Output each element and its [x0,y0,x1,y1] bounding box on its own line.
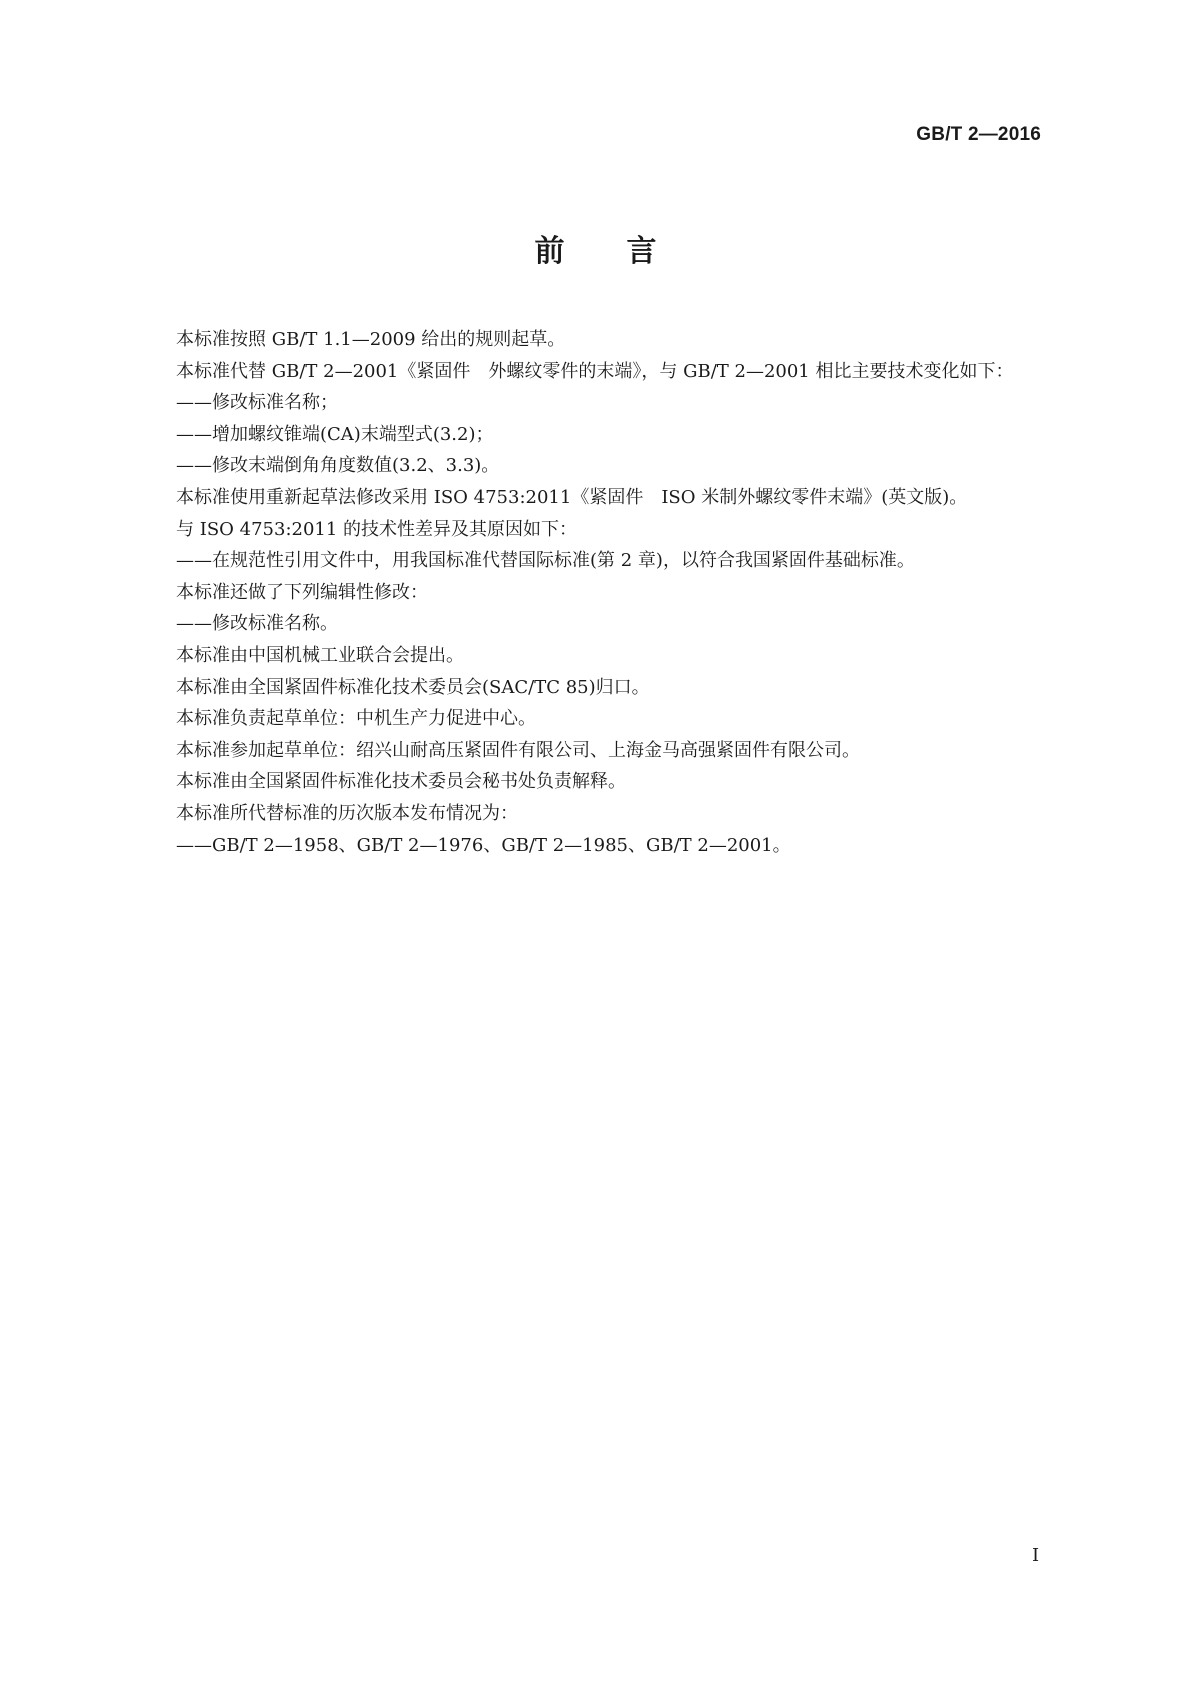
paragraph-adoption: 本标准使用重新起草法修改采用 ISO 4753:2011《紧固件 ISO 米制外螺纹零件末端》(英文版)。 [176,486,968,508]
paragraph-interpretation: 本标准由全国紧固件标准化技术委员会秘书处负责解释。 [176,771,626,793]
list-item-change: ——修改末端倒角角度数值(3.2、3.3)。 [176,455,500,477]
paragraph-main-drafter: 本标准负责起草单位：中机生产力促进中心。 [176,708,536,730]
paragraph-differences-intro: 与 ISO 4753:2011 的技术性差异及其原因如下： [176,518,578,540]
paragraph-drafting-rules: 本标准按照 GB/T 1.1—2009 给出的规则起草。 [176,329,566,350]
standard-code: GB/T 2—2016 [916,124,1041,145]
paragraph-editorial-intro: 本标准还做了下列编辑性修改： [176,581,428,603]
page-number: I [1032,1545,1040,1566]
paragraph-participating-drafters: 本标准参加起草单位：绍兴山耐高压紧固件有限公司、上海金马高强紧固件有限公司。 [176,739,860,761]
list-item-editorial: ——修改标准名称。 [176,613,338,635]
paragraph-proposed-by: 本标准由中国机械工业联合会提出。 [176,644,464,666]
list-item-history: ——GB/T 2—1958、GB/T 2—1976、GB/T 2—1985、GB/T 2—2001。 [176,834,791,856]
list-item-change: ——增加螺纹锥端(CA)末端型式(3.2)； [176,423,494,445]
page-title: 前言 [534,234,719,269]
list-item-change: ——修改标准名称； [176,392,338,414]
list-item-difference: ——在规范性引用文件中，用我国标准代替国际标准(第 2 章)，以符合我国紧固件基础标准。 [176,550,915,572]
paragraph-replaces: 本标准代替 GB/T 2—2001《紧固件 外螺纹零件的末端》，与 GB/T 2—2001 相比主要技术变化如下： [176,360,1014,382]
paragraph-centralized-by: 本标准由全国紧固件标准化技术委员会(SAC/TC 85)归口。 [176,676,650,698]
document-body [138,324,1058,861]
paragraph-history-intro: 本标准所代替标准的历次版本发布情况为： [176,802,518,824]
